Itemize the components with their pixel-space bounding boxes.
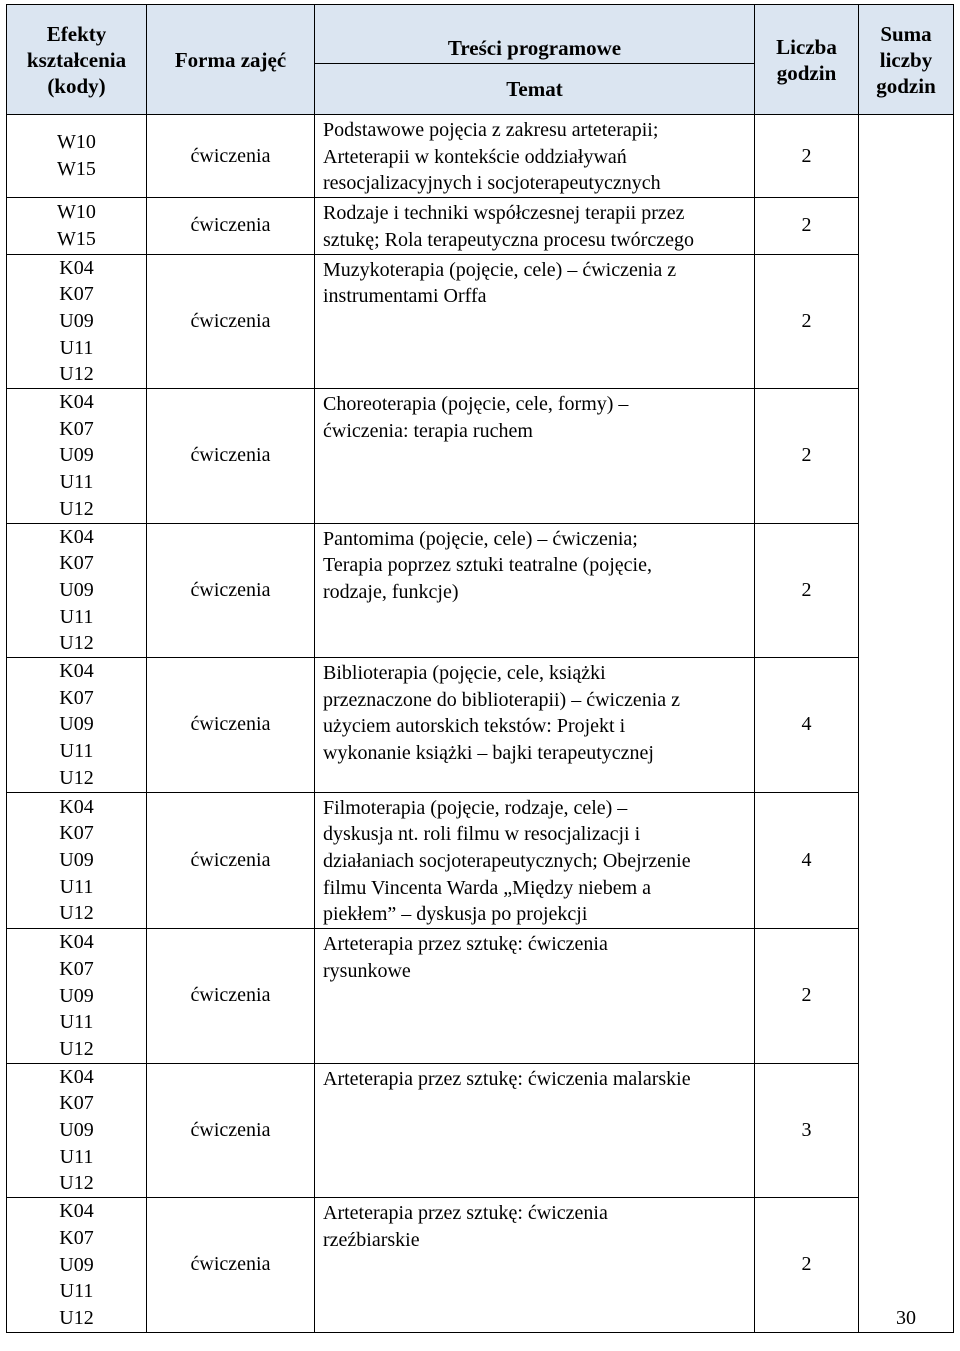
topic-line: wykonanie książki – bajki terapeutycznej <box>323 742 654 765</box>
class-form-cell: ćwiczenia <box>147 523 315 658</box>
effect-code: W15 <box>57 227 96 250</box>
hours-cell: 4 <box>755 658 859 793</box>
effect-code: U09 <box>59 1119 94 1142</box>
effect-code: U09 <box>59 848 94 871</box>
effect-codes-cell <box>7 1198 147 1333</box>
topic-line: filmu Vincenta Warda „Między niebem a <box>323 876 651 899</box>
effect-codes-cell <box>7 1063 147 1198</box>
topic-line: Podstawowe pojęcia z zakresu arteterapii; <box>323 119 659 141</box>
effect-code: K04 <box>59 795 94 818</box>
hours-cell: 2 <box>755 115 859 198</box>
effect-code: U11 <box>59 1145 94 1168</box>
total-hours-cell: 30 <box>859 115 954 1333</box>
effect-codes-cell <box>7 523 147 658</box>
effect-code: K07 <box>59 283 94 306</box>
effect-code: U12 <box>59 1306 94 1329</box>
table-row <box>7 254 954 389</box>
topic-line: Arteterapii w kontekście oddziaływań <box>323 145 627 168</box>
table-row <box>7 1063 954 1198</box>
header-hours-line: godzin <box>776 60 837 85</box>
effect-codes-cell <box>7 389 147 524</box>
effect-code: U12 <box>59 363 94 386</box>
topic-line: Pantomima (pojęcie, cele) – ćwiczenia; <box>323 527 638 550</box>
effect-codes-cell <box>7 929 147 1064</box>
effect-code: U11 <box>59 471 94 494</box>
class-form-cell: ćwiczenia <box>147 929 315 1064</box>
table-row <box>7 1198 954 1333</box>
class-form-cell: ćwiczenia <box>147 389 315 524</box>
effect-code: U12 <box>59 766 94 789</box>
class-form-cell: ćwiczenia <box>147 1063 315 1198</box>
topic-cell <box>315 929 755 1064</box>
effect-code: K04 <box>59 931 94 954</box>
topic-line: Arteterapia przez sztukę: ćwiczenia <box>323 1202 608 1225</box>
topic-cell <box>315 198 755 254</box>
effect-code: U12 <box>59 902 94 925</box>
effect-code: U11 <box>59 1280 94 1303</box>
topic-line: Terapia poprzez sztuki teatralne (pojęcie, <box>323 554 652 577</box>
topic-line: rzeźbiarskie <box>323 1228 420 1251</box>
topic-line: rodzaje, funkcje) <box>323 580 459 603</box>
table-row <box>7 198 954 254</box>
header-program-content: Treści programowe <box>315 5 755 64</box>
topic-cell <box>315 1198 755 1333</box>
effect-code: K07 <box>59 1092 94 1115</box>
topic-line: działaniach socjoterapeutycznych; Obejrzenie <box>323 849 691 872</box>
topic-line: dyskusja nt. roli filmu w resocjalizacji i <box>323 823 641 846</box>
class-form-cell: ćwiczenia <box>147 254 315 389</box>
effect-code: K04 <box>59 391 94 414</box>
effect-codes-cell <box>7 792 147 929</box>
header-effects-line: (kody) <box>47 73 106 98</box>
hours-cell: 2 <box>755 198 859 254</box>
table-row <box>7 792 954 929</box>
program-table <box>6 4 954 1333</box>
effect-code: U11 <box>59 875 94 898</box>
header-form: Forma zajęć <box>147 5 315 115</box>
header-topic: Temat <box>315 64 755 115</box>
effect-code: W10 <box>57 201 96 224</box>
topic-line: rysunkowe <box>323 959 411 982</box>
effect-code: U11 <box>59 1011 94 1034</box>
table-row <box>7 658 954 793</box>
hours-cell: 2 <box>755 523 859 658</box>
effect-code: U12 <box>59 497 94 520</box>
class-form-cell: ćwiczenia <box>147 198 315 254</box>
effect-codes-cell <box>7 115 147 198</box>
effect-code: K07 <box>59 1226 94 1249</box>
header-sum-line: Suma <box>880 21 932 46</box>
effect-code: K04 <box>59 256 94 279</box>
header-hours-line: Liczba <box>776 34 837 59</box>
effect-code: W10 <box>57 131 96 154</box>
class-form-cell: ćwiczenia <box>147 792 315 929</box>
topic-line: ćwiczenia: terapia ruchem <box>323 419 533 442</box>
effect-code: K04 <box>59 1200 94 1223</box>
header-effects <box>7 5 147 115</box>
topic-line: Arteterapia przez sztukę: ćwiczenia malarskie <box>323 1067 691 1090</box>
table-row <box>7 389 954 524</box>
topic-cell <box>315 792 755 929</box>
topic-line: resocjalizacyjnych i socjoterapeutycznych <box>323 172 661 195</box>
topic-line: piekłem” – dyskusja po projekcji <box>323 903 588 926</box>
class-form-cell: ćwiczenia <box>147 1198 315 1333</box>
effect-codes-cell <box>7 198 147 254</box>
class-form-cell: ćwiczenia <box>147 658 315 793</box>
topic-cell <box>315 389 755 524</box>
hours-cell: 4 <box>755 792 859 929</box>
effect-code: U12 <box>59 1172 94 1195</box>
effect-code: U09 <box>59 713 94 736</box>
table-row <box>7 523 954 658</box>
effect-code: U09 <box>59 984 94 1007</box>
effect-code: U11 <box>59 740 94 763</box>
effect-code: U11 <box>59 336 94 359</box>
effect-code: K04 <box>59 525 94 548</box>
topic-line: instrumentami Orffa <box>323 285 487 308</box>
header-sum-line: godzin <box>876 73 936 98</box>
effect-code: U12 <box>59 1037 94 1060</box>
effect-code: U12 <box>59 632 94 655</box>
effect-code: K07 <box>59 417 94 440</box>
header-effects-line: kształcenia <box>26 47 127 72</box>
topic-line: Muzykoterapia (pojęcie, cele) – ćwiczenia z <box>323 258 677 281</box>
table-body <box>7 115 954 1333</box>
effect-code: U09 <box>59 578 94 601</box>
table-row <box>7 929 954 1064</box>
table-row <box>7 115 954 198</box>
header-sum-line: liczby <box>879 47 933 72</box>
header-sum <box>859 5 954 115</box>
hours-cell: 3 <box>755 1063 859 1198</box>
topic-line: użyciem autorskich tekstów: Projekt i <box>323 715 626 738</box>
effect-code: K07 <box>59 552 94 575</box>
topic-line: Arteterapia przez sztukę: ćwiczenia <box>323 933 608 956</box>
topic-line: sztukę; Rola terapeutyczna procesu twórczego <box>323 228 694 251</box>
effect-code: K07 <box>59 822 94 845</box>
topic-line: Rodzaje i techniki współczesnej terapii przez <box>323 202 685 225</box>
effect-code: K07 <box>59 686 94 709</box>
hours-cell: 2 <box>755 1198 859 1333</box>
hours-cell: 2 <box>755 389 859 524</box>
topic-cell <box>315 523 755 658</box>
topic-cell <box>315 1063 755 1198</box>
header-effects-line: Efekty <box>46 21 107 46</box>
effect-code: U09 <box>59 444 94 467</box>
effect-code: K04 <box>59 660 94 683</box>
effect-code: K04 <box>59 1065 94 1088</box>
effect-codes-cell <box>7 254 147 389</box>
effect-code: K07 <box>59 957 94 980</box>
topic-line: Choreoterapia (pojęcie, cele, formy) – <box>323 393 629 416</box>
effect-code: W15 <box>57 158 96 181</box>
effect-code: U09 <box>59 309 94 332</box>
hours-cell: 2 <box>755 929 859 1064</box>
effect-code: U11 <box>59 605 94 628</box>
topic-line: Filmoterapia (pojęcie, rodzaje, cele) – <box>323 796 628 819</box>
topic-cell <box>315 115 755 198</box>
effect-code: U09 <box>59 1253 94 1276</box>
topic-line: przeznaczone do biblioterapii) – ćwiczenia z <box>323 688 681 711</box>
hours-cell: 2 <box>755 254 859 389</box>
topic-cell <box>315 658 755 793</box>
effect-codes-cell <box>7 658 147 793</box>
topic-cell <box>315 254 755 389</box>
topic-line: Biblioterapia (pojęcie, cele, książki <box>323 662 606 685</box>
class-form-cell: ćwiczenia <box>147 115 315 198</box>
header-hours <box>755 5 859 115</box>
